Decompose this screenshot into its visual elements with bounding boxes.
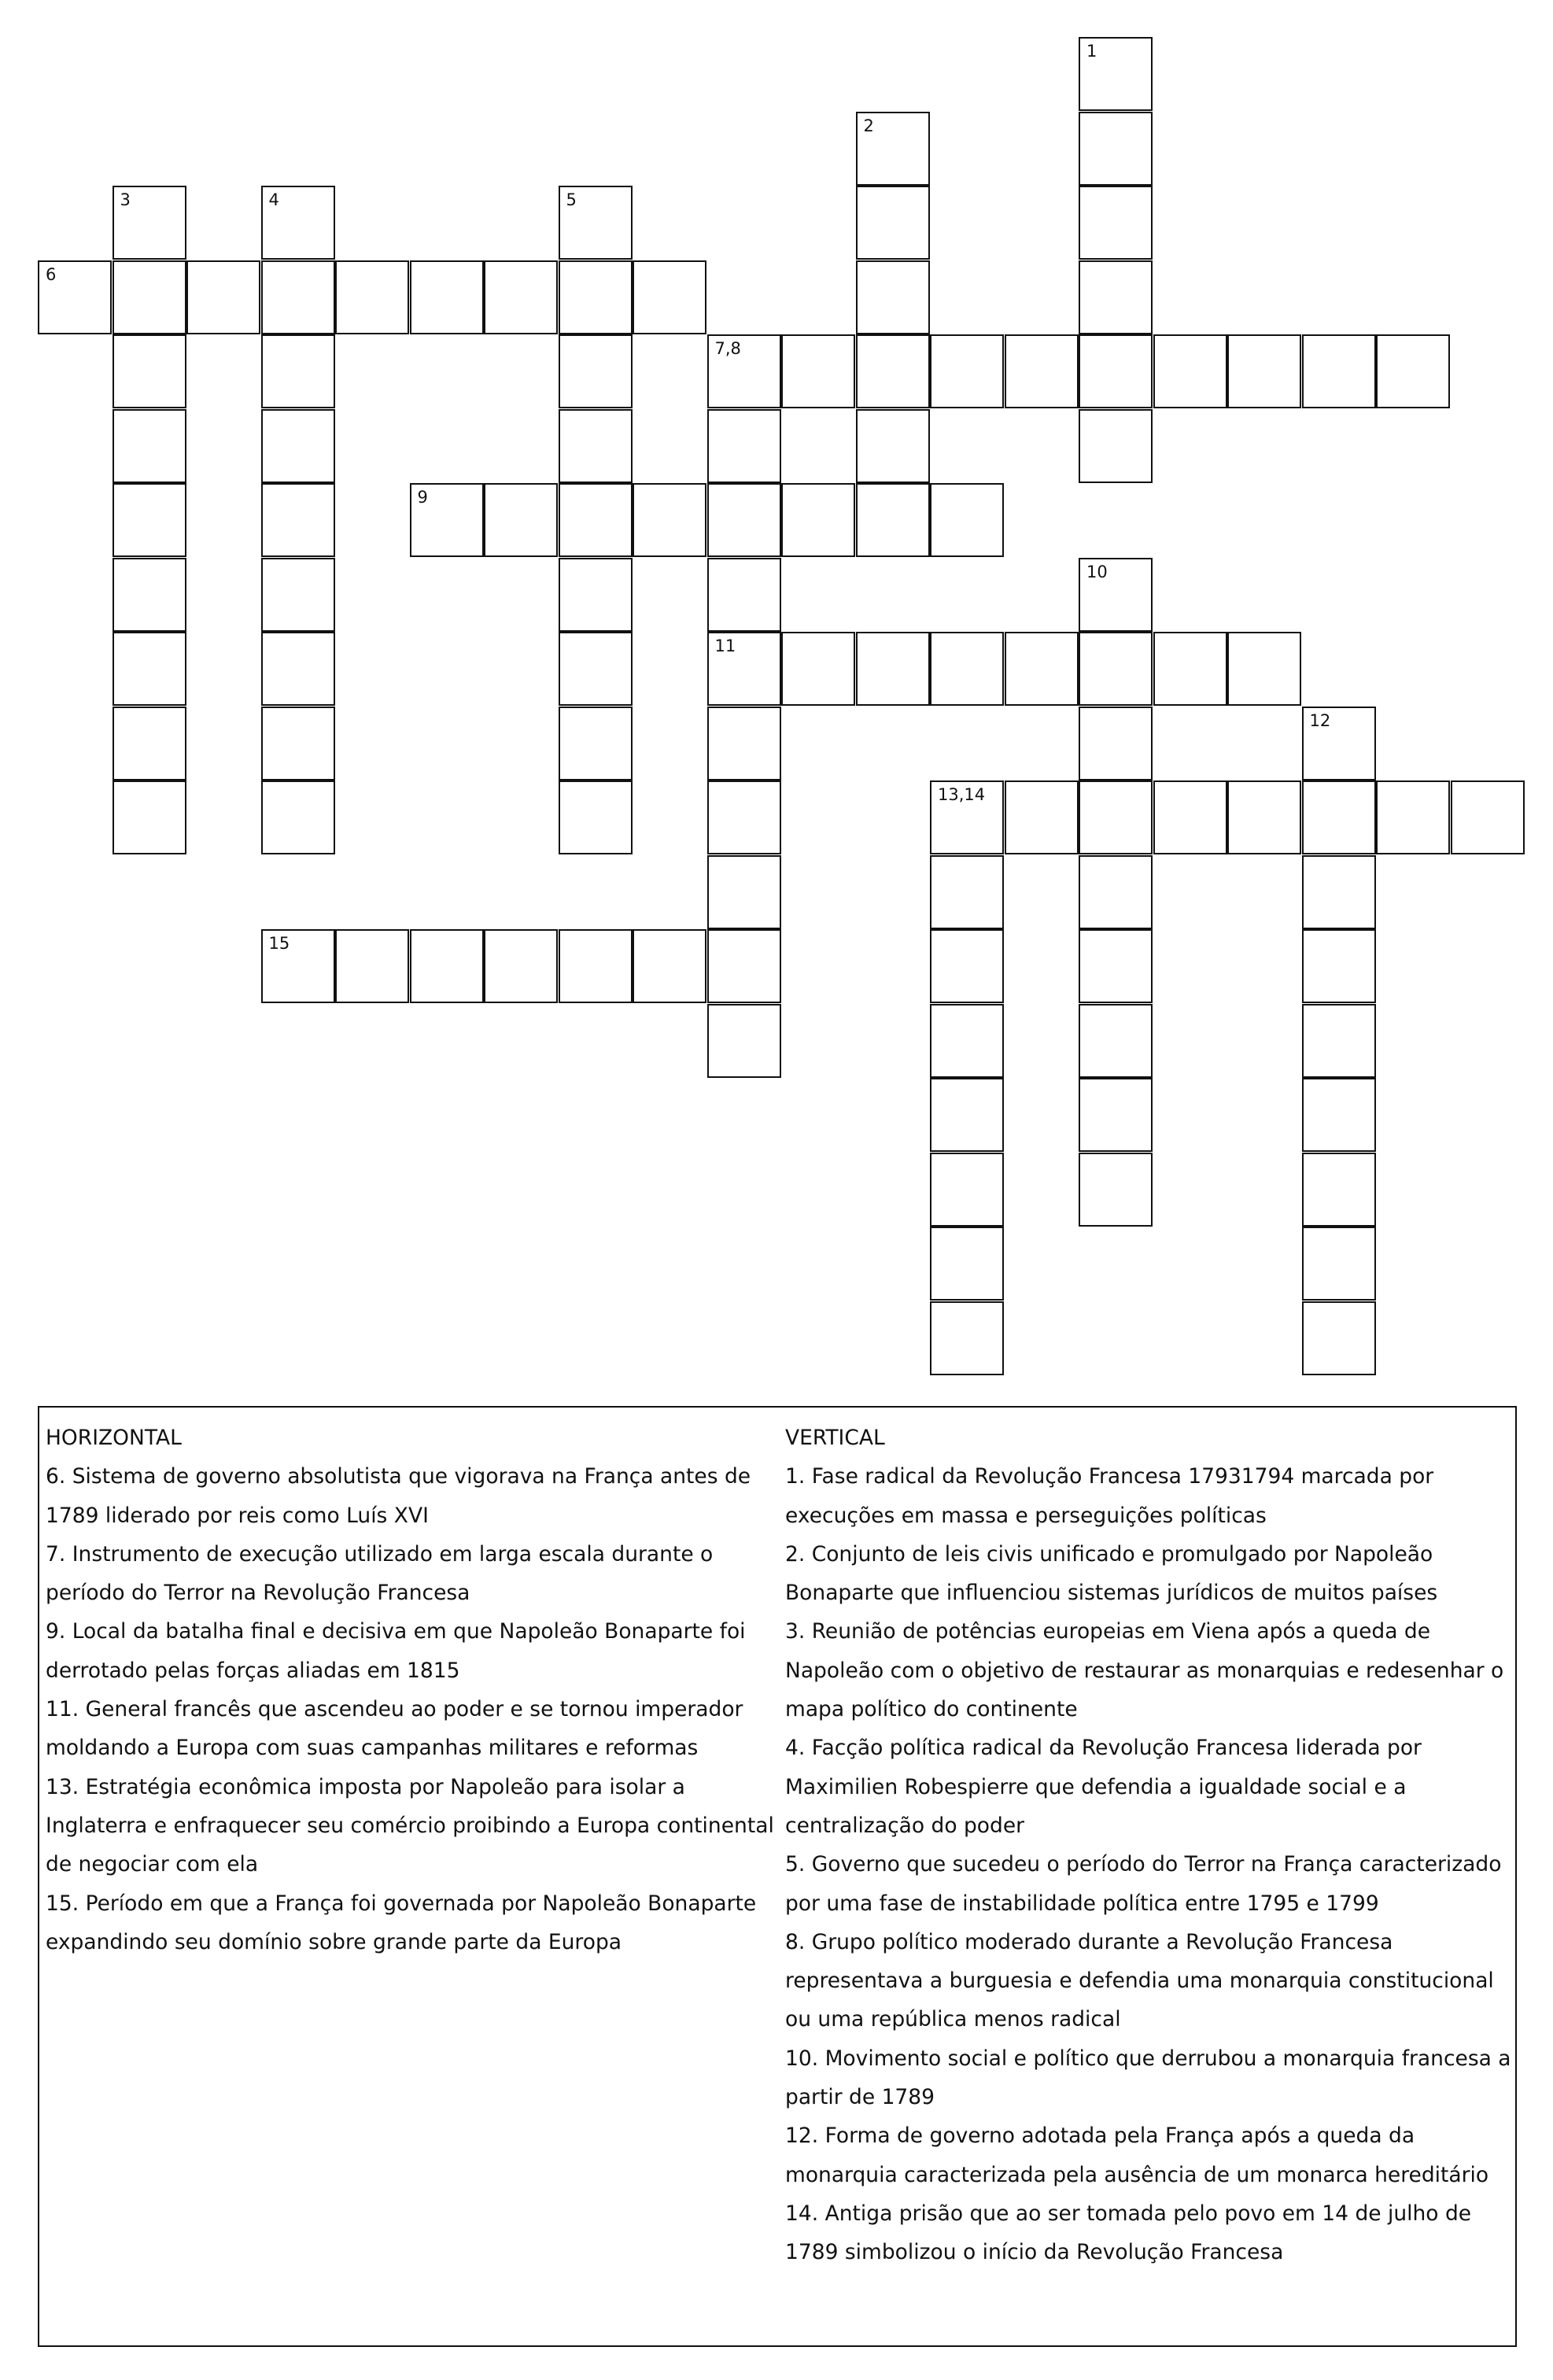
clue-number: 1 (1086, 42, 1097, 61)
grid-cell (1005, 780, 1079, 854)
grid-cell (930, 483, 1004, 557)
grid-cell (1302, 334, 1376, 408)
grid-cell (856, 186, 930, 260)
grid-cell (410, 483, 484, 557)
grid-cell (781, 483, 855, 557)
grid-cell (559, 929, 633, 1003)
grid-cell (707, 707, 781, 780)
grid-cell (1302, 1078, 1376, 1152)
grid-cell (1079, 632, 1153, 706)
clue-vertical-14: 14. Antiga prisão que ao ser tomada pelo povo em 14 de julho de 1789 simbolizou o início da Revolução Francesa (785, 2201, 1472, 2265)
clue-vertical-3: 3. Reunião de potências europeias em Viena após a queda de Napoleão com o objetivo de restaurar as monarquias e redesenhar o mapa político do continente (785, 1619, 1504, 1722)
grid-cell (707, 929, 781, 1003)
grid-cell (559, 334, 633, 408)
grid-cell (261, 483, 335, 557)
clue-number: 3 (120, 190, 131, 209)
grid-cell (559, 780, 633, 854)
grid-cell (559, 632, 633, 706)
clue-horizontal-15: 15. Período em que a França foi governada por Napoleão Bonaparte expandindo seu domínio sobre grande parte da Europa (46, 1891, 757, 1954)
grid-cell (1376, 780, 1450, 854)
grid-cell (707, 483, 781, 557)
clue-vertical-4: 4. Facção política radical da Revolução Francesa liderada por Maximilien Robespierre que defendia a igualdade social e a centralização do poder (785, 1736, 1422, 1838)
grid-cell (856, 260, 930, 334)
grid-cell (1079, 780, 1153, 854)
grid-cell (335, 929, 409, 1003)
grid-cell (559, 409, 633, 483)
grid-cell (261, 929, 335, 1003)
grid-cell (1079, 260, 1153, 334)
grid-cell (707, 558, 781, 632)
clue-horizontal-13: 13. Estratégia econômica imposta por Napoleão para isolar a Inglaterra e enfraquecer seu comércio proibindo a Europa continental de negociar com ela (46, 1774, 774, 1877)
grid-cell (633, 483, 706, 557)
grid-cell (1153, 632, 1227, 706)
horizontal-heading: HORIZONTAL (46, 1426, 182, 1450)
grid-cell (1302, 1153, 1376, 1227)
grid-cell (1079, 1078, 1153, 1152)
clue-number: 11 (714, 637, 736, 655)
grid-cell (410, 260, 484, 334)
clue-number: 6 (46, 264, 57, 284)
clue-number: 5 (566, 190, 577, 209)
grid-cell (113, 558, 186, 632)
grid-cell (1302, 855, 1376, 929)
grid-cell (1079, 186, 1153, 260)
grid-cell (930, 855, 1004, 929)
vertical-heading: VERTICAL (785, 1426, 885, 1450)
grid-cell (1302, 707, 1376, 780)
grid-cell (1079, 37, 1153, 111)
grid-cell (113, 780, 186, 854)
clue-number: 2 (863, 116, 874, 135)
clue-vertical-10: 10. Movimento social e político que derrubou a monarquia francesa a partir de 1789 (785, 2046, 1511, 2110)
clue-vertical-8: 8. Grupo político moderado durante a Revolução Francesa representava a burguesia e defendia uma monarquia constitucional ou uma república menos radical (785, 1929, 1494, 2032)
clue-horizontal-7: 7. Instrumento de execução utilizado em larga escala durante o período do Terror na Revolução Francesa (46, 1541, 714, 1606)
grid-cell (484, 929, 558, 1003)
grid-cell (707, 780, 781, 854)
grid-cell (113, 260, 186, 334)
grid-cell (559, 186, 633, 260)
grid-cell (856, 483, 930, 557)
grid-cell (856, 112, 930, 186)
clue-number: 7,8 (714, 339, 741, 358)
grid-cell (261, 707, 335, 780)
clue-number: 9 (417, 488, 428, 507)
grid-cell (930, 1078, 1004, 1152)
grid-cell (113, 409, 186, 483)
grid-cell (261, 186, 335, 260)
grid-cell (113, 707, 186, 780)
grid-cell (1079, 558, 1153, 632)
grid-cell (113, 483, 186, 557)
grid-cell (856, 409, 930, 483)
clue-number: 15 (268, 934, 290, 953)
grid-cell (930, 929, 1004, 1003)
grid-cell (1079, 1153, 1153, 1227)
grid-cell (1079, 707, 1153, 780)
grid-cell (1153, 780, 1227, 854)
grid-cell (633, 260, 706, 334)
grid-cell (707, 1004, 781, 1078)
clue-horizontal-9: 9. Local da batalha final e decisiva em que Napoleão Bonaparte foi derrotado pelas forças aliadas em 1815 (46, 1619, 746, 1683)
grid-cell (261, 409, 335, 483)
clue-horizontal-6: 6. Sistema de governo absolutista que vigorava na França antes de 1789 liderado por reis como Luís XVI (46, 1464, 751, 1528)
grid-cell (856, 334, 930, 408)
grid-cell (1079, 112, 1153, 186)
grid-cell (930, 780, 1004, 854)
clue-number: 13,14 (938, 785, 986, 804)
grid-cell (484, 260, 558, 334)
clue-number: 4 (268, 190, 279, 209)
grid-cell (707, 855, 781, 929)
grid-cell (930, 1227, 1004, 1301)
grid-cell (930, 1004, 1004, 1078)
grid-cell (261, 780, 335, 854)
grid-cell (335, 260, 409, 334)
grid-cell (1376, 334, 1450, 408)
grid-cell (559, 707, 633, 780)
clue-vertical-5: 5. Governo que sucedeu o período do Terror na França caracterizado por uma fase de instabilidade política entre 1795 e 1799 (785, 1852, 1502, 1916)
clues-box (38, 1406, 1517, 2347)
grid-cell (1227, 780, 1301, 854)
grid-cell (930, 632, 1004, 706)
grid-cell (1302, 1227, 1376, 1301)
grid-cell (559, 483, 633, 557)
grid-cell (186, 260, 260, 334)
grid-cell (930, 1301, 1004, 1375)
grid-cell (1079, 855, 1153, 929)
grid-cell (113, 186, 186, 260)
grid-cell (1079, 409, 1153, 483)
grid-cell (633, 929, 706, 1003)
grid-cell (707, 632, 781, 706)
grid-cell (38, 260, 112, 334)
grid-cell (261, 260, 335, 334)
grid-cell (1451, 780, 1525, 854)
grid-cell (707, 334, 781, 408)
horizontal-clues (46, 1419, 777, 1961)
grid-cell (559, 558, 633, 632)
grid-cell (1079, 334, 1153, 408)
clue-number: 10 (1086, 562, 1108, 581)
grid-cell (781, 632, 855, 706)
clue-vertical-12: 12. Forma de governo adotada pela França após a queda da monarquia caracterizada pela ausência de um monarca hereditário (785, 2124, 1489, 2187)
grid-cell (1227, 334, 1301, 408)
grid-cell (781, 334, 855, 408)
grid-cell (261, 558, 335, 632)
clue-vertical-2: 2. Conjunto de leis civis unificado e promulgado por Napoleão Bonaparte que influenciou sistemas jurídicos de muitos países (785, 1541, 1438, 1606)
clue-horizontal-11: 11. General francês que ascendeu ao poder e se tornou imperador moldando a Europa com suas campanhas militares e reformas (46, 1697, 743, 1761)
grid-cell (113, 334, 186, 408)
grid-cell (1227, 632, 1301, 706)
grid-cell (707, 409, 781, 483)
grid-cell (261, 632, 335, 706)
grid-cell (1302, 929, 1376, 1003)
grid-cell (410, 929, 484, 1003)
grid-cell (1302, 780, 1376, 854)
grid-cell (1079, 1004, 1153, 1078)
grid-cell (1079, 929, 1153, 1003)
grid-cell (261, 334, 335, 408)
grid-cell (930, 334, 1004, 408)
grid-cell (1302, 1301, 1376, 1375)
grid-cell (930, 1153, 1004, 1227)
grid-cell (484, 483, 558, 557)
clue-number: 12 (1309, 710, 1331, 730)
grid-cell (559, 260, 633, 334)
grid-cell (856, 632, 930, 706)
grid-cell (1302, 1004, 1376, 1078)
vertical-clues (785, 1419, 1513, 2272)
grid-cell (1005, 334, 1079, 408)
grid-cell (1153, 334, 1227, 408)
clue-vertical-1: 1. Fase radical da Revolução Francesa 17931794 marcada por execuções em massa e perseguições políticas (785, 1464, 1434, 1528)
grid-cell (1005, 632, 1079, 706)
grid-cell (113, 632, 186, 706)
